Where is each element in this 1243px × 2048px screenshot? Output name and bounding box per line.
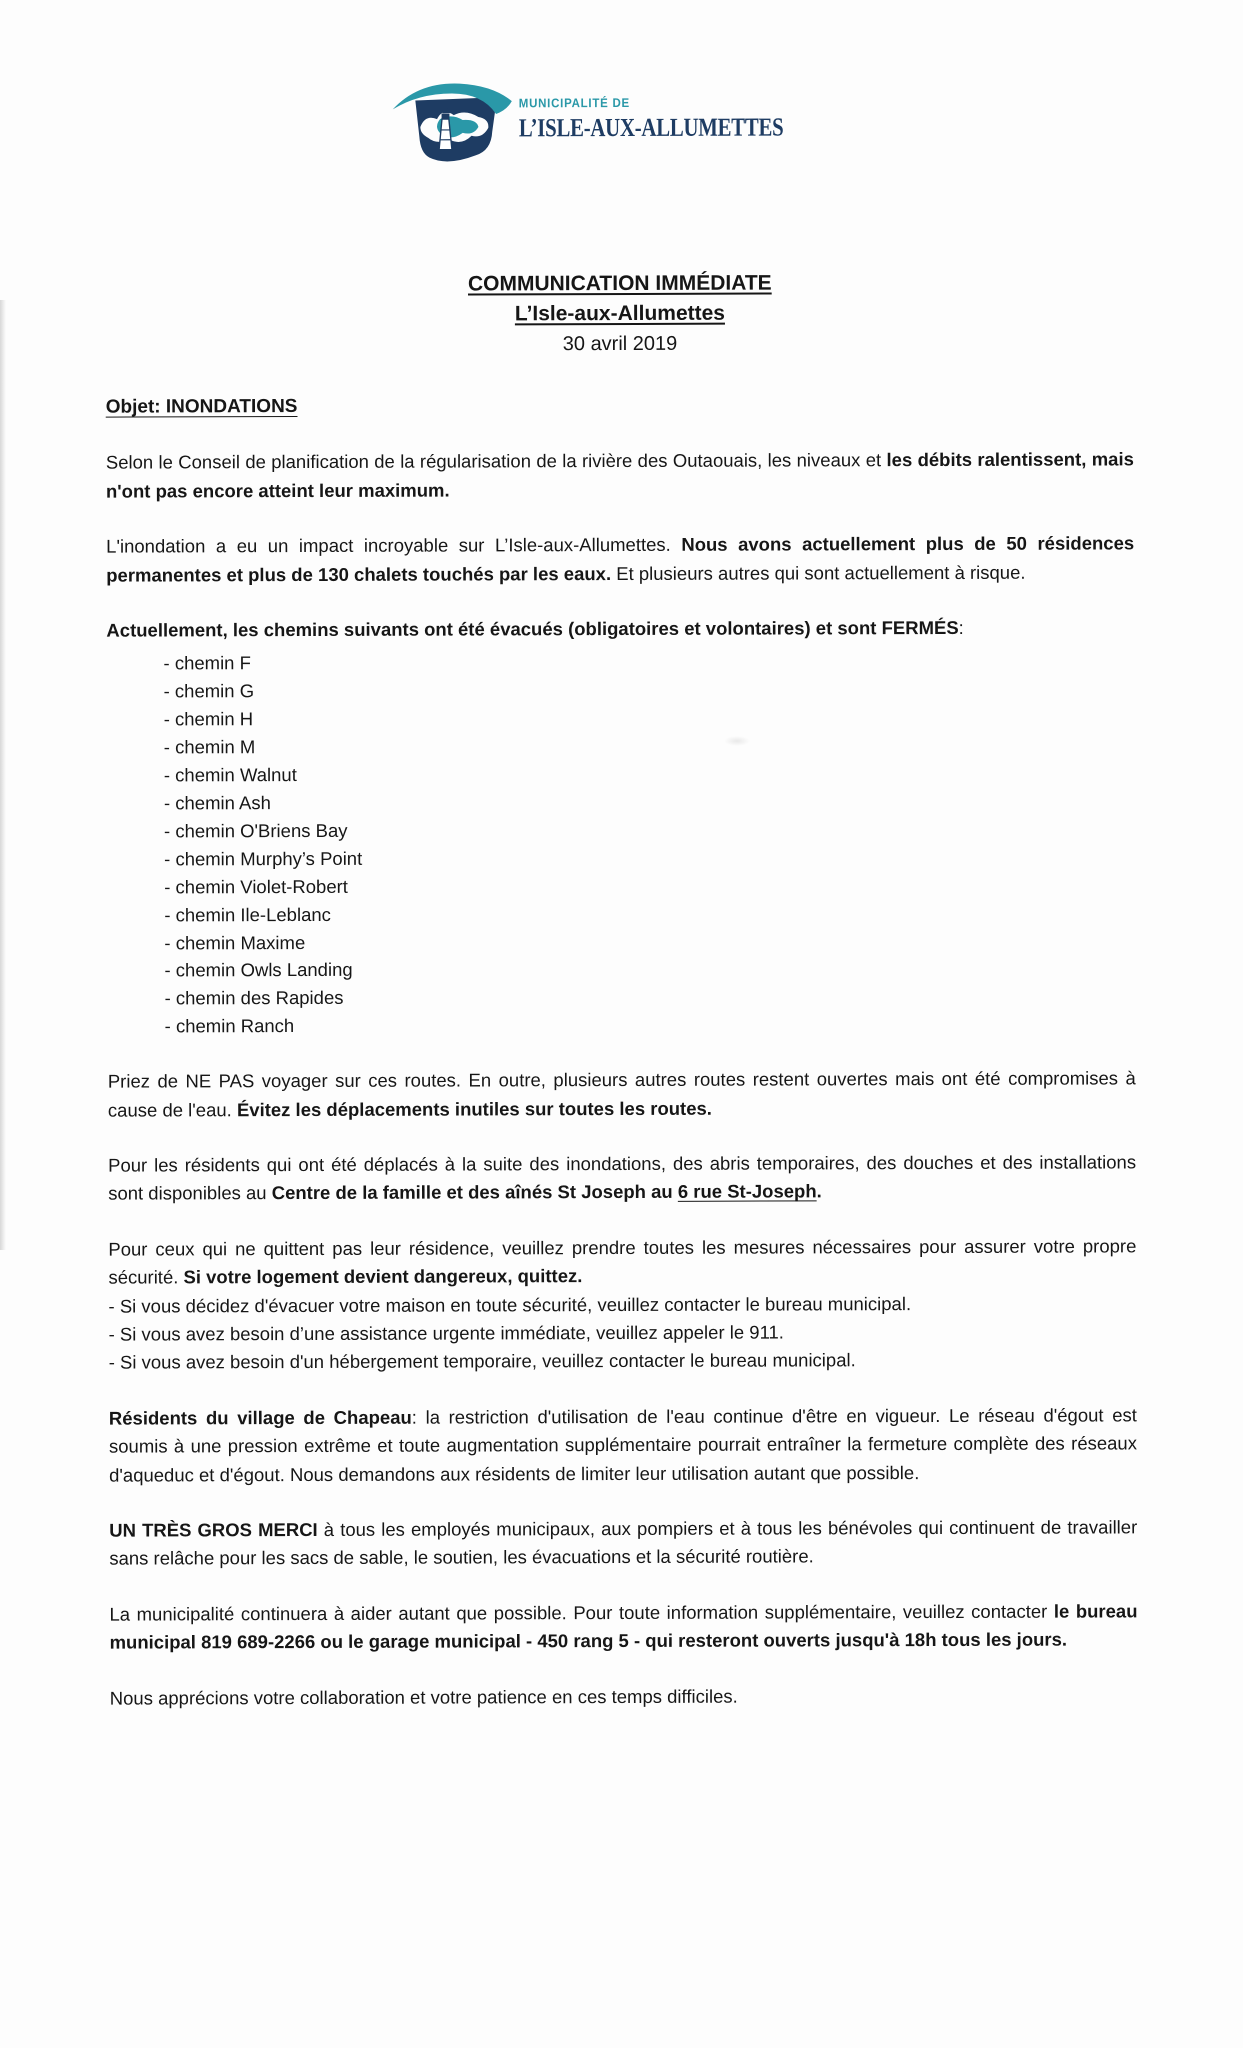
text-run-bold: le bureau municipal 819 689-2266 ou le garage municipal - 450 rang 5 - qui resteront ouverts jusqu'à 18h tous les jours.	[109, 1600, 1138, 1653]
text-run: Et plusieurs autres qui sont actuellement à risque.	[611, 561, 1026, 584]
closed-road-item: - chemin Ash	[163, 792, 271, 814]
safety-instructions-list	[108, 1289, 1136, 1377]
text-run: :	[958, 616, 964, 638]
paragraph-shelter-info	[108, 1148, 1136, 1208]
text-run: : la restriction d'utilisation de l'eau continue d'être en vigueur. Le réseau d'égout est soumis à une pression extrême et toute augmentation supplémentaire pourrait entraîner la fermeture complète des réseaux d'aqueduc et d'égout. Nous demandons aux résidents de limiter leur utilisation autant que possible.	[108, 1404, 1137, 1486]
text-run: Selon le Conseil de planification de la régularisation de la rivière des Outaouais, les niveaux et	[105, 449, 887, 474]
subject-line	[106, 389, 1134, 422]
title-block	[0, 267, 1242, 361]
closed-road-item: - chemin Maxime	[164, 931, 306, 953]
closed-road-item: - chemin des Rapides	[164, 987, 344, 1009]
text-run-bold: .	[816, 1180, 822, 1202]
closed-road-item: - chemin F	[163, 652, 251, 674]
paragraph-closing	[110, 1681, 1138, 1713]
paragraph-safety-measures	[108, 1232, 1136, 1292]
municipality-emblem-icon	[389, 74, 517, 173]
logo-name: L’ISLE-AUX-ALLUMETTES	[518, 112, 784, 143]
text-run: Nous apprécions votre collaboration et votre patience en ces temps difficiles.	[109, 1685, 738, 1709]
closed-road-item: - chemin Murphy’s Point	[164, 847, 363, 870]
logo-caption: MUNICIPALITÉ DE	[518, 95, 630, 111]
text-run: L'inondation a eu un impact incroyable sur L’Isle-aux-Allumettes.	[106, 534, 682, 557]
closed-road-item: - chemin O'Briens Bay	[164, 819, 348, 842]
text-run-bold: Centre de la famille et des aînés St Joseph au	[271, 1181, 678, 1204]
text-run: Priez de NE PAS voyager sur ces routes. En outre, plusieurs autres routes restent ouvertes mais ont été compromises à cause de l'eau.	[107, 1067, 1136, 1121]
paragraph-chapeau-water-restriction	[109, 1401, 1137, 1489]
text-run-bold: Évitez les déplacements inutiles sur toutes les routes.	[236, 1097, 712, 1120]
closed-road-item: - chemin Violet-Robert	[164, 875, 348, 898]
subject-text: Objet: INONDATIONS	[105, 396, 298, 418]
closed-roads-list	[106, 647, 1135, 1041]
text-run: Pour ceux qui ne quittent pas leur résidence, veuillez prendre toutes les mesures nécessaires pour assurer votre propre sécurité.	[108, 1235, 1137, 1288]
municipality-logo	[0, 0, 1241, 175]
text-run: à tous les employés municipaux, aux pompiers et à tous les bénévoles qui continuent de travailler sans relâche pour les sacs de sable, le soutien, les évacuations et la sécurité routière.	[109, 1516, 1138, 1570]
closed-road-item: - chemin Owls Landing	[164, 959, 353, 981]
paragraph-flood-impact	[106, 530, 1134, 590]
page-title: COMMUNICATION IMMÉDIATE	[467, 271, 772, 296]
shelter-address: 6 rue St-Joseph	[677, 1180, 817, 1203]
paragraph-thanks	[109, 1513, 1137, 1573]
closed-road-item: - chemin Ranch	[164, 1015, 295, 1037]
paragraph-travel-warning	[108, 1065, 1136, 1125]
closed-road-item: - chemin Ile-Leblanc	[164, 903, 331, 926]
closed-road-item: - chemin G	[163, 680, 255, 702]
closed-road-item: - chemin Walnut	[163, 764, 297, 786]
letter-content	[0, 389, 1243, 1713]
text-run-bold: UN TRÈS GROS MERCI	[109, 1518, 318, 1541]
text-run-bold: Actuellement, les chemins suivants ont été évacués (obligatoires et volontaires) et sont FERMÉS	[106, 616, 959, 641]
text-run-bold: les débits ralentissent, mais n'ont pas encore atteint leur maximum.	[105, 448, 1134, 502]
text-run-bold: Résidents du village de Chapeau	[108, 1406, 412, 1429]
page-subtitle: L’Isle-aux-Allumettes	[514, 301, 725, 326]
closed-road-item: - chemin M	[163, 736, 256, 758]
text-run-bold: Nous avons actuellement plus de 50 résidences permanentes et plus de 130 chalets touchés par les eaux.	[106, 532, 1135, 586]
text-run: La municipalité continuera à aider autant que possible. Pour toute information supplémentaire, veuillez contacter	[109, 1600, 1054, 1625]
paragraph-contact-info	[109, 1597, 1137, 1657]
safety-instruction-item: - Si vous avez besoin d'un hébergement temporaire, veuillez contacter le bureau municipal.	[108, 1349, 856, 1373]
safety-instruction-item: - Si vous décidez d'évacuer votre maison en toute sécurité, veuillez contacter le bureau municipal.	[108, 1292, 912, 1317]
page-date: 30 avril 2019	[562, 332, 678, 356]
text-run-bold: Si votre logement devient dangereux, quittez.	[183, 1265, 583, 1288]
logo-wordmark	[519, 73, 850, 143]
paragraph-closed-roads-intro	[106, 613, 1134, 645]
closed-road-item: - chemin H	[163, 708, 254, 730]
paragraph-river-levels	[106, 446, 1134, 506]
safety-instruction-item: - Si vous avez besoin d’une assistance urgente immédiate, veuillez appeler le 911.	[108, 1321, 784, 1345]
text-run: Pour les résidents qui ont été déplacés à la suite des inondations, des abris temporaires, des douches et des installations sont disponibles au	[108, 1151, 1137, 1204]
